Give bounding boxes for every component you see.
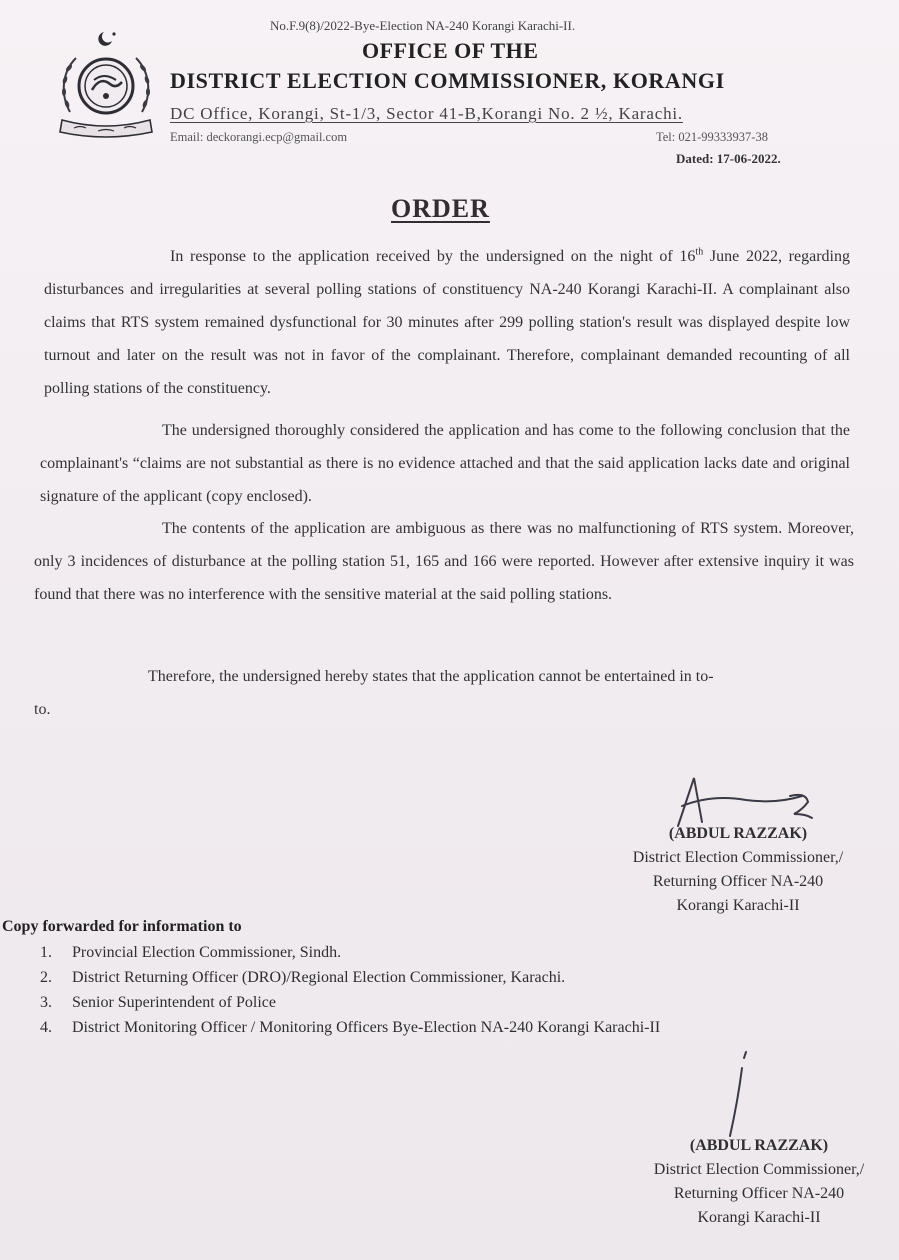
list-item-text: District Returning Officer (DRO)/Regional Election Commissioner, Karachi. (72, 969, 566, 986)
office-email: Email: deckorangi.ecp@gmail.com (170, 130, 348, 144)
list-item-text: Provincial Election Commissioner, Sindh. (72, 944, 342, 961)
file-number: No.F.9(8)/2022-Bye-Election NA-240 Korangi Karachi-II. (270, 18, 576, 33)
list-item-number: 1. (40, 944, 52, 961)
paragraph-text: Therefore, the undersigned hereby states that the application cannot be entertained in to- (148, 668, 714, 685)
signatory-place: Korangi Karachi-II (697, 1209, 821, 1226)
paragraph-rts-system: The contents of the application are ambiguous as there was no malfunctioning of RTS system. Moreover, only 3 incidences of disturbance at the polling station 51, 165 and 166 were reported. However after extensive inquiry it was found that there was no interference with the sensitive material at the said polling stations. (34, 520, 854, 603)
signatory-block (614, 1134, 899, 1230)
list-item (40, 1015, 660, 1040)
list-item (40, 940, 660, 965)
paragraph-text: to. (34, 701, 51, 718)
election-commission-emblem-icon (54, 28, 158, 140)
list-item-text: Senior Superintendent of Police (72, 994, 276, 1011)
copy-forwarded-title: Copy forwarded for information to (2, 918, 242, 935)
paragraph-application-received (44, 240, 850, 405)
signatory-title: District Election Commissioner,/ (653, 1161, 865, 1178)
list-item-number: 4. (40, 1019, 52, 1036)
list-item-number: 2. (40, 969, 52, 986)
signatory-place: Korangi Karachi-II (676, 897, 800, 914)
signatory-name: (ABDUL RAZZAK) (668, 825, 808, 842)
list-item (40, 965, 660, 990)
signatory-name: (ABDUL RAZZAK) (689, 1137, 829, 1154)
signatory-role: Returning Officer NA-240 (652, 873, 824, 890)
date-ordinal-suffix: th (695, 246, 704, 258)
paragraph-conclusion: The undersigned thoroughly considered the application and has come to the following conclusion that the complainant's “claims are not substantial as there is no evidence attached and that the said application lacks date and original signature of the applicant (copy enclosed). (40, 422, 850, 505)
office-title: OFFICE OF THE (362, 38, 539, 63)
office-telephone: Tel: 021-99333937-38 (656, 130, 768, 144)
list-item-number: 3. (40, 994, 52, 1011)
paragraph-text: In response to the application received by the undersigned on the night of 16 (170, 248, 696, 265)
signatory-block (608, 822, 868, 918)
office-address: DC Office, Korangi, St-1/3, Sector 41-B,Korangi No. 2 ½, Karachi. (170, 104, 683, 123)
list-item-text: District Monitoring Officer / Monitoring Officers Bye-Election NA-240 Korangi Karachi-II (72, 1019, 661, 1036)
document-date: Dated: 17-06-2022. (676, 151, 781, 166)
copy-forwarded-list (40, 940, 660, 1040)
signatory-title: District Election Commissioner,/ (632, 849, 844, 866)
office-name: DISTRICT ELECTION COMMISSIONER, KORANGI (170, 68, 725, 93)
paragraph-text: June 2022, regarding disturbances and irregularities at several polling stations of constituency NA-240 Korangi Karachi-II. A complainant also claims that RTS system remained dysfunctional for 30 minutes after 299 polling station's result was displayed despite low turnout and later on the result was not in favor of the complainant. Therefore, complainant demanded recounting of all polling stations of the constituency. (44, 248, 850, 397)
order-heading: ORDER (391, 194, 490, 223)
list-item (40, 990, 660, 1015)
paragraph-decision (34, 660, 854, 726)
signatory-role: Returning Officer NA-240 (673, 1185, 845, 1202)
handwritten-signature (718, 1050, 758, 1140)
